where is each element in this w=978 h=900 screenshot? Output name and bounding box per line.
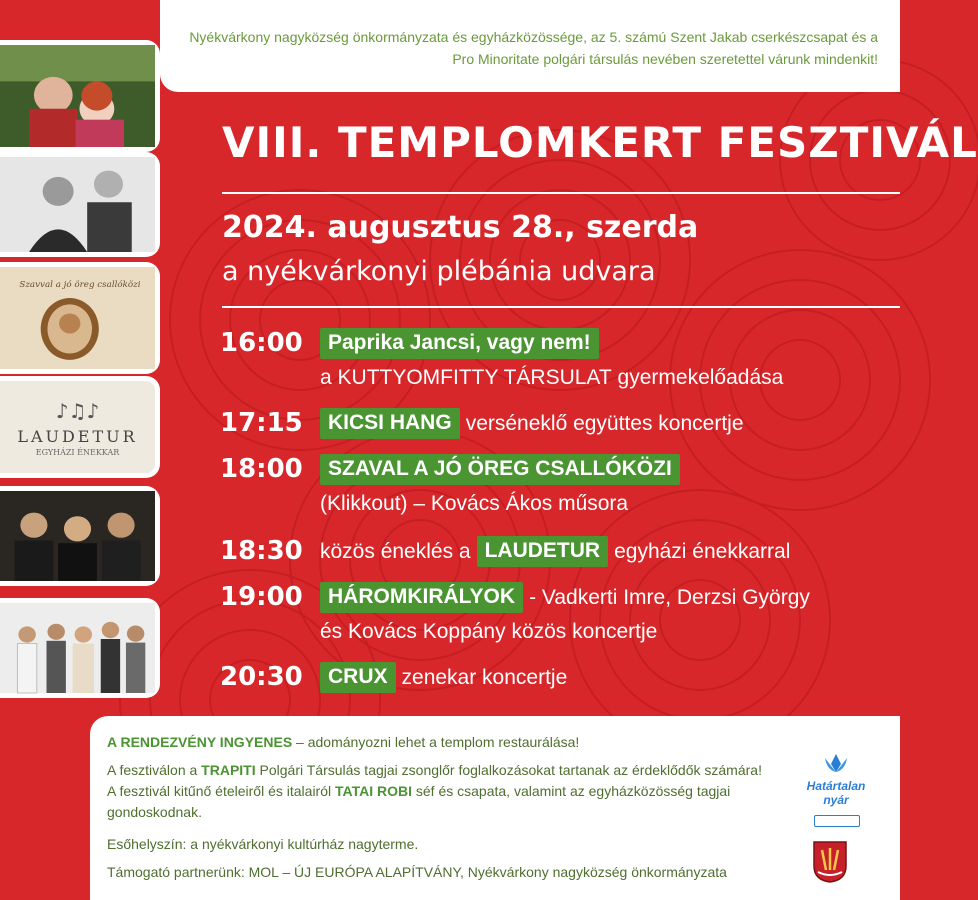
intro-text: Nyékvárkony nagyközség önkormányzata és egyházközössége, az 5. számú Szent Jakab cserkészcsapat és a Pro Minoritate polgári társulás nevében szeretettel várunk mindenkit! xyxy=(189,29,878,67)
program-time-2: 17:15 xyxy=(220,408,303,438)
divider-1 xyxy=(222,192,900,194)
program-line-1b: a KUTTYOMFITTY TÁRSULAT gyermekelőadása xyxy=(320,366,784,389)
program-time-1: 16:00 xyxy=(220,328,303,358)
festival-venue: a nyékvárkonyi plébánia udvara xyxy=(222,256,656,287)
info-partners: Támogató partnerünk: MOL – ÚJ EURÓPA ALAPÍTVÁNY, Nyékvárkony nagyközség önkormányzata xyxy=(107,864,727,880)
info-free: A RENDEZVÉNY INGYENES – adományozni lehet a templom restaurálása! xyxy=(107,734,580,750)
info-rain-venue: Esőhelyszín: a nyékvárkonyi kultúrház nagyterme. xyxy=(107,836,419,852)
program-line-5: HÁROMKIRÁLYOK - Vadkerti Imre, Derzsi György xyxy=(320,582,810,613)
laudetur-logo-icon: ♪♫♪ xyxy=(55,399,100,423)
top-banner xyxy=(160,0,900,92)
program-line-3b: (Klikkout) – Kovács Ákos műsora xyxy=(320,492,629,515)
program-line-3 xyxy=(320,454,680,485)
program-highlight-2: KICSI HANG xyxy=(320,408,460,439)
photo-haromkiralyok xyxy=(0,486,160,586)
festival-title: VIII. TEMPLOMKERT FESZTIVÁL xyxy=(222,118,978,167)
photo-crux xyxy=(0,598,160,698)
laudetur-sub: EGYHÁZI ÉNEKKAR xyxy=(35,448,120,457)
poem-caption: Szavval a jó öreg csallóközi xyxy=(19,279,141,289)
tulip-icon xyxy=(821,752,851,774)
program-line-6: CRUX zenekar koncertje xyxy=(320,662,567,693)
coat-of-arms-icon xyxy=(812,840,848,884)
program-time-5: 19:00 xyxy=(220,582,303,612)
photo-laudetur xyxy=(0,376,160,478)
photo-szaval xyxy=(0,262,160,374)
photo-kuttyomfitty xyxy=(0,40,160,152)
program-line-4: közös éneklés a LAUDETUR egyházi énekkarral xyxy=(320,536,790,567)
program-time-4: 18:30 xyxy=(220,536,303,566)
info-activities: A fesztiválon a TRAPITI Polgári Társulás tagjai zsonglőr foglalkozásokat tartanak az érdeklődők számára! A fesztivál kitűnő ételeiről és italairól TATAI ROBI séf és csapata, valamint az egyházközösség tagjai gondoskodnak. xyxy=(107,762,762,820)
kuttyomfitty-name: KUTTYOMFITTY TÁRSULAT xyxy=(337,366,612,389)
program-time-6: 20:30 xyxy=(220,662,303,692)
program-time-3: 18:00 xyxy=(220,454,303,484)
mol-logo-icon xyxy=(814,815,860,827)
program-highlight-5: HÁROMKIRÁLYOK xyxy=(320,582,523,613)
program-highlight-1: Paprika Jancsi, vagy nem! xyxy=(320,328,599,359)
divider-2 xyxy=(222,306,900,308)
program-highlight-3: SZAVAL A JÓ ÖREG CSALLÓKÖZI xyxy=(320,454,680,485)
program-highlight-4: LAUDETUR xyxy=(477,536,609,567)
photo-kicsi-hang xyxy=(0,152,160,257)
hatartalan-nyar-logo: Határtalan nyár xyxy=(806,752,866,827)
festival-date: 2024. augusztus 28., szerda xyxy=(222,210,699,245)
program-line-1 xyxy=(320,328,599,359)
program-highlight-6: CRUX xyxy=(320,662,396,693)
laudetur-name: LAUDETUR xyxy=(17,427,138,446)
program-line-5b: és Kovács Koppány közös koncertje xyxy=(320,620,658,643)
program-line-2: KICSI HANG verséneklő együttes koncertje xyxy=(320,408,744,439)
